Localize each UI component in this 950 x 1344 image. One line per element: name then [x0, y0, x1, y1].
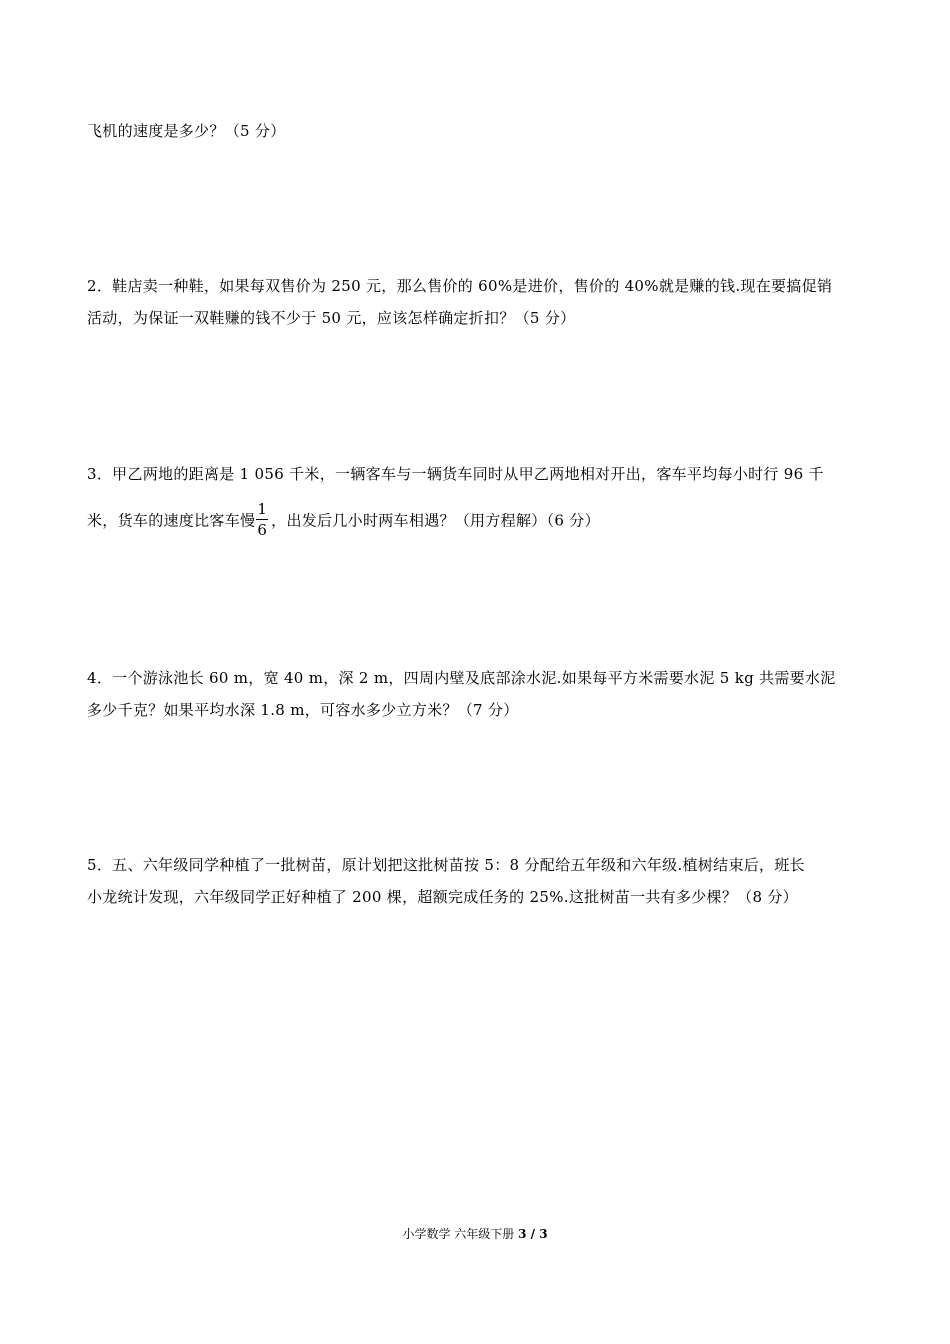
- question-3-line-2-end: ，出发后几小时两车相遇？（用方程解）（6 分）: [271, 511, 600, 530]
- question-5-line-2: 小龙统计发现，六年级同学正好种植了 200 棵，超额完成任务的 25%.这批树苗一共有多少棵？（8 分）: [87, 888, 798, 906]
- question-1-continuation: 飞机的速度是多少？（5 分）: [87, 122, 286, 140]
- question-3-line-2: [87, 502, 600, 541]
- fraction-one-sixth: [256, 500, 268, 539]
- question-3-line-1: 3．甲乙两地的距离是 1 056 千米，一辆客车与一辆货车同时从甲乙两地相对开出，客车平均每小时行 96 千: [87, 465, 824, 483]
- question-3-line-2-start: 米，货车的速度比客车慢: [87, 511, 256, 530]
- question-5-line-1: 5．五、六年级同学种植了一批树苗，原计划把这批树苗按 5：8 分配给五年级和六年级.植树结束后，班长: [87, 856, 805, 874]
- question-4-line-1: 4．一个游泳池长 60 m，宽 40 m，深 2 m，四周内壁及底部涂水泥.如果每平方米需要水泥 5 kg 共需要水泥: [87, 669, 836, 687]
- footer-page-number: 3 / 3: [518, 1227, 548, 1241]
- question-2-line-1: 2．鞋店卖一种鞋，如果每双售价为 250 元，那么售价的 60%是进价，售价的 40%就是赚的钱.现在要搞促销: [87, 277, 833, 295]
- footer-subject: 小学数学 六年级下册: [402, 1227, 515, 1241]
- fraction-numerator: 1: [257, 500, 268, 518]
- question-4-line-2: 多少千克？如果平均水深 1.8 m，可容水多少立方米？（7 分）: [87, 701, 519, 719]
- page-footer: [0, 1226, 950, 1242]
- fraction-denominator: 6: [257, 521, 268, 539]
- question-2-line-2: 活动，为保证一双鞋赚的钱不少于 50 元，应该怎样确定折扣？（5 分）: [87, 309, 576, 327]
